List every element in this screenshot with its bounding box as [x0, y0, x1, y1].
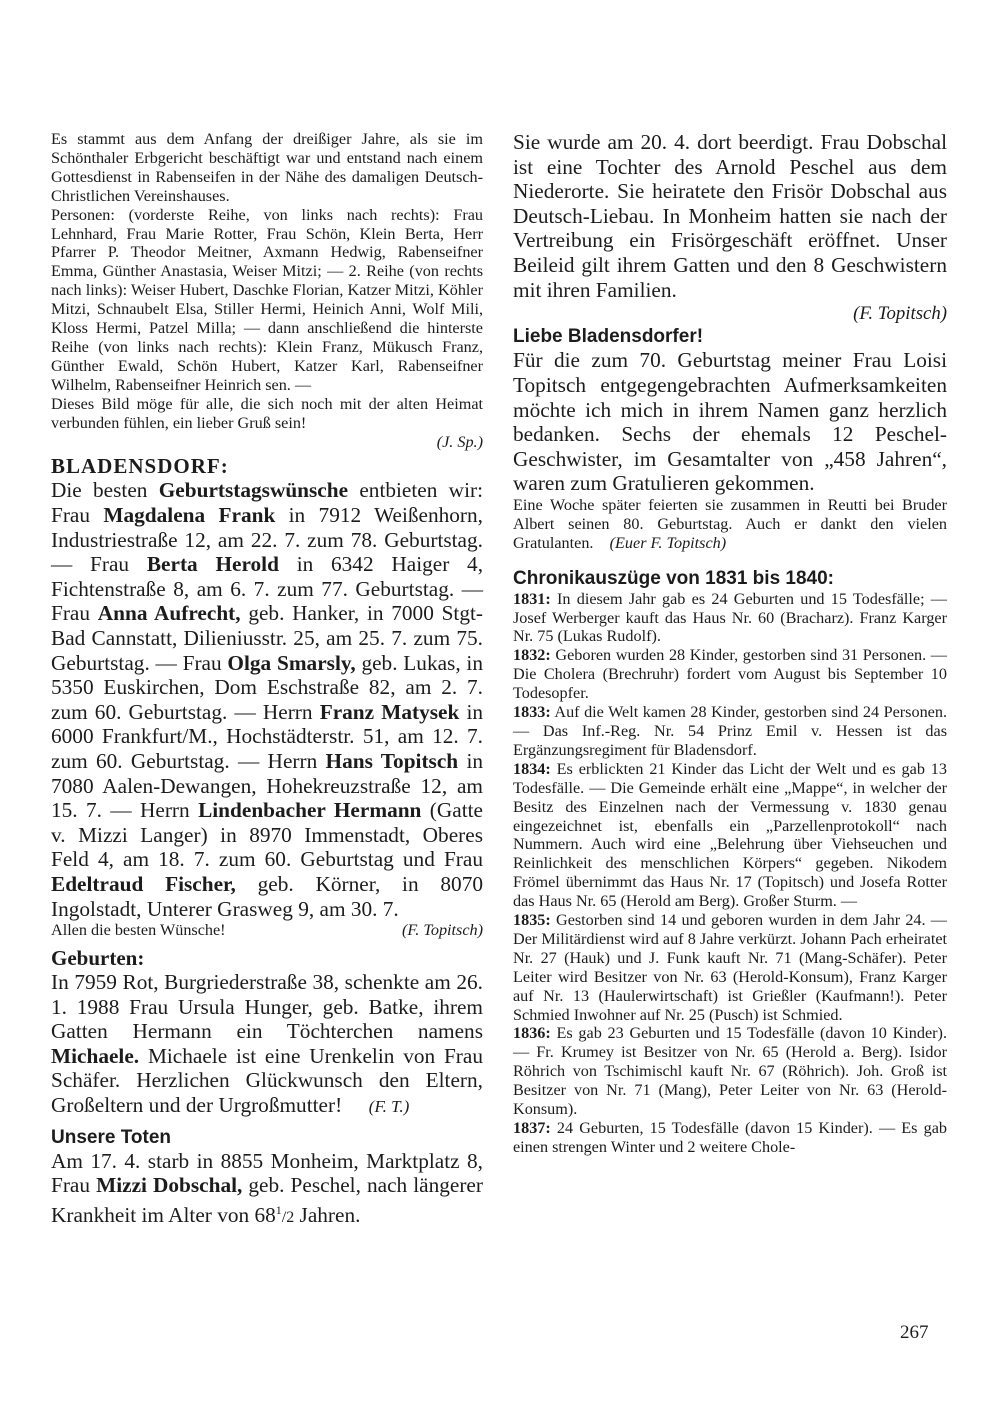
page-number: 267	[900, 1322, 929, 1343]
liebe-heading: Liebe Bladensdorfer!	[513, 326, 704, 348]
geburten-signature: (F. T.)	[368, 1096, 410, 1116]
chronik-entry: 1831: In diesem Jahr gab es 24 Geburten und 15 Todesfälle; — Josef Werberger kauft das Haus Nr. 60 (Bracharz). Franz Karger Nr. 75 (Lukas Rudolf).	[513, 589, 947, 646]
left-column	[51, 130, 483, 1230]
bladensdorf-heading: BLADENSDORF:	[51, 454, 229, 479]
geburten-heading: Geburten:	[51, 946, 145, 970]
chronik-entry: 1832: Geboren wurden 28 Kinder, gestorben sind 31 Personen. — Die Cholera (Brechruhr) fordert vom August bis September 10 Todesopfer.	[513, 646, 947, 703]
right-column	[513, 130, 947, 1157]
chronik-entry: 1837: 24 Geburten, 15 Todesfälle (davon 15 Kinder). — Es gab einen strengen Winter und 2 weitere Chole-	[513, 1119, 947, 1156]
toten-heading: Unsere Toten	[51, 1126, 172, 1148]
birthday-wishes-paragraph: Die besten Geburtstagswünsche entbieten wir: Frau Magdalena Frank in 7912 Weißenhorn, Industriestraße 12, am 22. 7. zum 78. Geburtstag. — Frau Berta Herold in 6342 Haiger 4, Fichtenstraße 8, am 6. 7. zum 77. Geburtstag. — Frau Anna Aufrecht, geb. Hanker, in 7000 Stgt-Bad Cannstatt, Dilieniusstr. 25, am 25. 7. zum 75. Geburtstag. — Frau Olga Smarsly, geb. Lukas, in 5350 Euskirchen, Dom Eschstraße 82, am 2. 7. zum 60. Geburtstag. — Herrn Franz Matysek in 6000 Frankfurt/M., Hochstädterstr. 51, am 12. 7. zum 60. Geburtstag. — Herrn Hans Topitsch in 7080 Aalen-Dewangen, Hohekreuzstraße 12, am 15. 7. — Herrn Lindenbacher Hermann (Gatte v. Mizzi Langer) in 8970 Immenstadt, Oberes Feld 4, am 18. 7. zum 60. Geburtstag und Frau Edeltraud Fischer, geb. Körner, in 8070 Ingolstadt, Unterer Grasweg 9, am 30. 7.	[51, 478, 484, 921]
chronik-entry: 1836: Es gab 23 Geburten und 15 Todesfälle (davon 10 Kinder). — Fr. Krumey ist Besitzer von Nr. 65 (Herold a. Berg). Isidor Röhrich von Tschimischl kauft Nr. 67 (Röhrich). Joh. Groß ist Besitzer von Nr. 71 (Mang), Peter Leiter von Nr. 63 (Herold-Konsum).	[513, 1024, 947, 1119]
photo-caption-intro: Es stammt aus dem Anfang der dreißiger Jahre, als sie im Schönthaler Erbgericht beschäftigt war und entstand nach einem Gottesdienst in Rabenseifen in der Nähe des damaligen Deutsch-Christlichen Vereinshauses.	[51, 130, 483, 205]
toten-continuation: Sie wurde am 20. 4. dort beerdigt. Frau Dobschal ist eine Tochter des Arnold Peschel aus dem Niederorte. Sie heiratete den Frisör Dobschal aus Deutsch-Liebau. In Monheim hatten sie nach der Vertreibung ein Frisörgeschäft eröffnet. Unser Beileid gilt ihrem Gatten und den 8 Geschwistern mit ihren Familien.	[513, 130, 947, 302]
photo-caption-greeting: Dieses Bild möge für alle, die sich noch mit der alten Heimat verbunden fühlen, ein lieber Gruß sein!	[51, 394, 483, 432]
chronik-heading: Chronikauszüge von 1831 bis 1840:	[513, 567, 835, 589]
liebe-body: Für die zum 70. Geburtstag meiner Frau Loisi Topitsch entgegengebrachten Aufmerksamkeiten möchte ich mich in ihrem Namen ganz herzlich bedanken. Sechs der ehemals 12 Peschel-Geschwister, im Gesamtalter von „458 Jahren“, waren zum Gratulieren gekommen.	[513, 348, 947, 496]
liebe-small: Eine Woche später feierten sie zusammen in Reutti bei Bruder Albert seinen 80. Geburtstag. Auch er dankt den vielen Gratulanten. (Euer F. Topitsch)	[513, 495, 947, 552]
chronik-entry: 1834: Es erblickten 21 Kinder das Licht der Welt und es gab 13 Todesfälle. — Die Gemeinde erhält eine „Mappe“, in welcher der Besitz des Einzelnen nach der Vermessung v. 1830 genau eingezeichnet ist, ebenfalls ein „Parzellenprotokoll“ nach Nummern. Auch wird eine „Belehrung über Viehseuchen und Reinlichkeit des menschlichen Körpers“ gegeben. Nikodem Frömel übernimmt das Haus Nr. 17 (Topitsch) und Josefa Rotter das Haus Nr. 65 (Herold am Berg). Großer Sturm. —	[513, 759, 947, 911]
photo-caption-signature: (J. Sp.)	[436, 432, 483, 451]
toten-paragraph: Am 17. 4. starb in 8855 Monheim, Marktplatz 8, Frau Mizzi Dobschal, geb. Peschel, nach längerer Krankheit im Alter von $68^1/2$ Jahren.	[51, 1148, 483, 1227]
birthday-signature: (F. Topitsch)	[402, 921, 483, 940]
toten-signature: (F. Topitsch)	[853, 303, 947, 325]
birthday-closing: Allen die besten Wünsche!	[51, 921, 226, 940]
chronik-entry: 1835: Gestorben sind 14 und geboren wurden in dem Jahr 24. — Der Militärdienst wird auf 8 Jahre verkürzt. Johann Pach erheiratet Nr. 27 (Hauk) und J. Funk kauft Nr. 71 (Mang-Schäfer). Peter Leiter wird Besitzer von Nr. 63 (Herold-Konsum), Franz Karger auf Nr. 13 (Haulerwirtschaft) ist Grießler (Kaufmann!). Peter Schmied Inwohner auf Nr. 25 (Pusch) ist Schmied.	[513, 911, 947, 1024]
liebe-signature: (Euer F. Topitsch)	[609, 533, 727, 552]
geburten-paragraph: In 7959 Rot, Burgriederstraße 38, schenkte am 26. 1. 1988 Frau Ursula Hunger, geb. Batke, ihrem Gatten Hermann ein Töchterchen namens Michaele. Michaele ist eine Urenkelin von Frau Schäfer. Herzlichen Glückwunsch den Eltern, Großeltern und der Urgroßmutter! (F. T.)	[51, 970, 483, 1117]
chronik-entries	[513, 590, 947, 1157]
photo-caption-persons: Personen: (vorderste Reihe, von links nach rechts): Frau Lehnhard, Frau Marie Rotter, Frau Schön, Klein Berta, Herr Pfarrer P. Theodor Meitner, Axmann Hedwig, Rabenseifner Emma, Günther Anastasia, Weiser Mitzi; — 2. Reihe (von rechts nach links): Weiser Hubert, Daschke Florian, Katzer Mitzi, Köhler Mitzi, Schnaubelt Elsa, Stiller Hermi, Heinich Anni, Wolf Mili, Kloss Hermi, Patzel Milla; — dann anschließend die hinterste Reihe (von links nach rechts): Klein Franz, Mükusch Franz, Günther Ewald, Schön Hubert, Katzer Karl, Rabenseifner Wilhelm, Rabenseifner Heinrich sen. —	[51, 205, 483, 394]
birthday-closing-row	[51, 921, 483, 940]
chronik-entry: 1833: Auf die Welt kamen 28 Kinder, gestorben sind 24 Personen. — Das Inf.-Reg. Nr. 54 Prinz Emil v. Hessen ist das Ergänzungsregiment für Bladensdorf.	[513, 703, 947, 759]
